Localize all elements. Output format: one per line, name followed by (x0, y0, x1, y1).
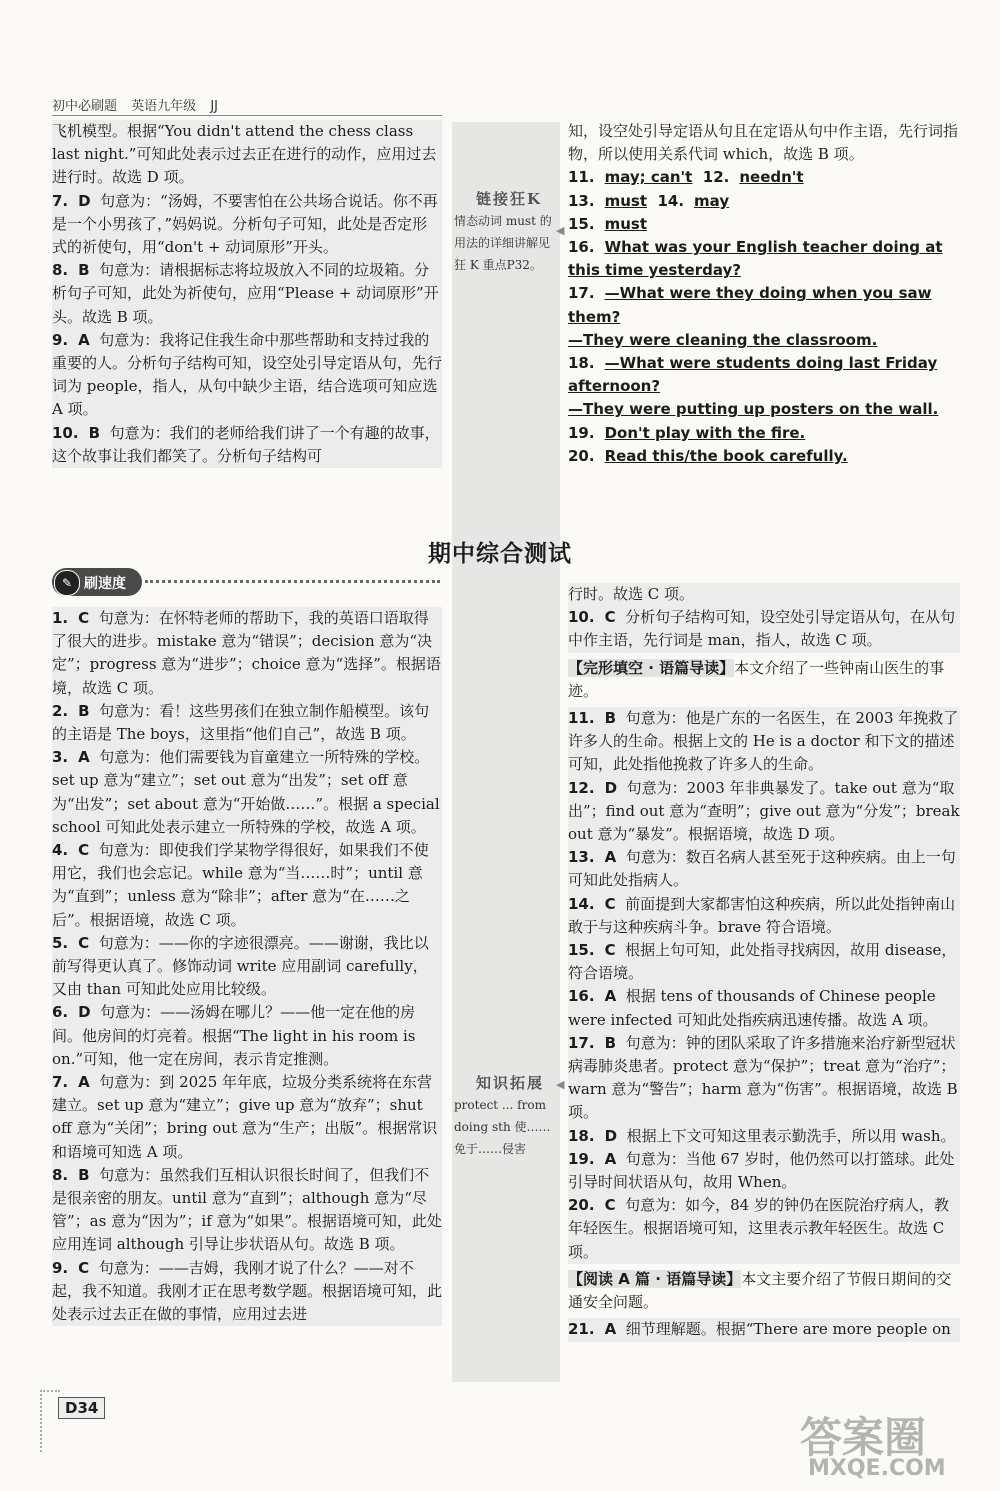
answer-item: 11. B 句意为：他是广东的一名医生，在 2003 年挽救了许多人的生命。根据上文的 He is a doctor 和下文的描述可知，此处指他挽救了许多人的生命。 (568, 707, 960, 777)
right-bottom-column (568, 583, 960, 1342)
reading-tag: 【阅读 A 篇 · 语篇导读】 (568, 1269, 742, 1288)
answer-item: 2. B 句意为：看！这些男孩们在独立制作船模型。该句的主语是 The boys，这里指“他们自己”，故选 B 项。 (52, 700, 442, 746)
side-note-link (452, 188, 560, 276)
answer-item: 9. C 句意为：——吉姆，我刚才说了什么？——对不起，我不知道。我刚才正在思考数学题。根据语境可知，此处表示过去正在做的事情，应用过去进 (52, 1257, 442, 1327)
answer-item: 6. D 句意为：——汤姆在哪儿？——他一定在他的房间。他房间的灯亮着。根据“The light in his room is on.”可知，他一定在房间，表示肯定推测。 (52, 1001, 442, 1071)
answer-continuation: 知，设空处引导定语从句且在定语从句中作主语，先行词指物，所以使用关系代词 which，故选 B 项。 (568, 122, 959, 164)
badge-label: 刷速度 (84, 576, 126, 592)
answer-item: 16. A 根据 tens of thousands of Chinese people were infected 可知此处指疾病迅速传播。故选 A 项。 (568, 985, 960, 1031)
speed-badge (52, 568, 142, 596)
answer-item: 8. B 句意为：请根据标志将垃圾放入不同的垃圾箱。分析句子可知，此处为祈使句，应用“Please + 动词原形”开头。故选 B 项。 (52, 259, 442, 329)
answer-item: 5. C 句意为：——你的字迹很漂亮。——谢谢，我比以前写得更认真了。修饰动词 write 应用副词 carefully，又由 than 可知此处应用比较级。 (52, 932, 442, 1002)
answer-item: —They were cleaning the classroom. (568, 330, 878, 349)
page-corner-decoration (40, 1390, 60, 1452)
answer-item: 8. B 句意为：虽然我们互相认识很长时间了，但我们不是很亲密的朋友。until 意为“直到”；although 意为“尽管”；as 意为“因为”；if 意为“如果”。根据语境可知，此处应用连词 although 引导让步状语从句。故选 B 项。 (52, 1164, 442, 1257)
answer-item: 20. C 句意为：如今，84 岁的钟仍在医院治疗病人，教年轻医生。根据语境可知，这里表示教年轻医生。故选 C 项。 (568, 1194, 960, 1264)
side-note-knowledge (452, 1072, 560, 1160)
page-number: D34 (58, 1397, 105, 1419)
section-title: 期中综合测试 (428, 541, 572, 567)
answer-item: 10. B 句意为：我们的老师给我们讲了一个有趣的故事，这个故事让我们都笑了。分析句子结构可 (52, 422, 442, 468)
answer-item: 18. D 根据上下文可知这里表示勤洗手，所以用 wash。 (568, 1125, 960, 1148)
cloze-tag: 【完形填空 · 语篇导读】 (568, 658, 735, 677)
answer-item: 11. may; can't 12. needn't (568, 168, 804, 187)
header-rule (52, 115, 442, 116)
answer-item: 3. A 句意为：他们需要钱为盲童建立一所特殊的学校。set up 意为“建立”；set out 意为“出发”；set off 意为“出发”；set about 意为“开始做……”。根据 a special school 可知此处表示建立一所特殊的学校，故选 A 项。 (52, 746, 442, 839)
answer-item: 14. C 前面提到大家都害怕这种疾病，所以此处指钟南山敢于与这种疾病斗争。brave 符合语境。 (568, 893, 960, 939)
answer-item: 17. B 句意为：钟的团队采取了许多措施来治疗新型冠状病毒肺炎患者。protect 意为“保护”；treat 意为“治疗”；warn 意为“警告”；harm 意为“伤害”。根据语境，故选 B 项。 (568, 1032, 960, 1125)
answer-item: 7. A 句意为：到 2025 年年底，垃圾分类系统将在东营建立。set up 意为“建立”；give up 意为“放弃”；shut off 意为“关闭”；bring out 意为“生产；出版”。根据常识和语境可知选 A 项。 (52, 1071, 442, 1164)
answer-item: 15. C 根据上句可知，此处指寻找病因，故用 disease，符合语境。 (568, 939, 960, 985)
watermark-url: MXQE.COM (808, 1456, 946, 1481)
side-note-knowledge-title: 知识拓展 (476, 1074, 545, 1092)
header-book: 初中必刷题 (52, 99, 118, 114)
side-note-link-title: 链接狂K (476, 190, 543, 208)
reading-guide: 【阅读 A 篇 · 语篇导读】本文主要介绍了节假日期间的交通安全问题。 (568, 1269, 952, 1312)
right-top-column (568, 120, 960, 468)
sidebar-note-column (452, 122, 560, 1382)
cloze-guide: 【完形填空 · 语篇导读】本文介绍了一些钟南山医生的事迹。 (568, 658, 945, 700)
arrow-icon: ◀ (556, 224, 565, 237)
header-subject: 英语九年级 (131, 99, 197, 114)
side-note-knowledge-text: protect ... from doing sth 使……免于……侵害 (454, 1098, 551, 1156)
answer-item: 19. Don't play with the fire. (568, 423, 806, 442)
answer-item: 13. must 14. may (568, 191, 730, 210)
left-top-column (52, 120, 442, 468)
answer-item: 7. D 句意为：“汤姆，不要害怕在公共场合说话。你不再是一个小男孩了，”妈妈说。分析句子可知，此处是否定形式的祈使句，用“don't + 动词原形”开头。 (52, 190, 442, 260)
answer-item: 1. C 句意为：在怀特老师的帮助下，我的英语口语取得了很大的进步。mistake 意为“错误”；decision 意为“决定”；progress 意为“进步”；choice 意为“选择”。根据语境，故选 C 项。 (52, 607, 442, 700)
side-note-link-text: 情态动词 must 的用法的详细讲解见狂 K 重点P32。 (454, 214, 552, 272)
answer-item: 9. A 句意为：我将记住我生命中那些帮助和支持过我的重要的人。分析句子结构可知，设空处引导定语从句，先行词为 people，指人，从句中缺少主语，结合选项可知应选 A 项。 (52, 329, 442, 422)
answer-item: 15. must (568, 214, 647, 233)
answer-continuation: 飞机模型。根据“You didn't attend the chess class last night.”可知此处表示过去正在进行的动作，应用过去进行时。故选 D 项。 (52, 120, 442, 190)
answer-item: 12. D 句意为：2003 年非典暴发了。take out 意为“取出”；find out 意为“查明”；give out 意为“分发”；break out 意为“暴发”。根据语境，故选 D 项。 (568, 777, 960, 847)
answer-item: 16. What was your English teacher doing at this time yesterday? (568, 238, 943, 280)
header-edition: JJ (210, 99, 218, 114)
answer-item: 10. C 分析句子结构可知，设空处引导定语从句，在从句中作主语，先行词是 man，指人，故选 C 项。 (568, 606, 960, 652)
dotted-divider (145, 580, 440, 583)
book-icon: ✎ (54, 570, 80, 596)
answer-item: 4. C 句意为：即使我们学某物学得很好，如果我们不使用它，我们也会忘记。while 意为“当……时”；until 意为“直到”；unless 意为“除非”；after 意为“在……之后”。根据语境，故选 C 项。 (52, 839, 442, 932)
answer-item: —They were putting up posters on the wall. (568, 400, 939, 419)
watermark-logo: 答案圈 (800, 1413, 927, 1462)
answer-item: 19. A 句意为：当他 67 岁时，他仍然可以打篮球。此处引导时间状语从句，故用 When。 (568, 1148, 960, 1194)
answer-item: 17. —What were they doing when you saw them? (568, 284, 932, 326)
answer-item: 20. Read this/the book carefully. (568, 446, 848, 465)
answer-continuation: 行时。故选 C 项。 (568, 583, 960, 606)
answer-item: 18. —What were students doing last Friday afternoon? (568, 354, 938, 396)
arrow-icon: ◀ (556, 1078, 565, 1091)
answer-item: 21. A 细节理解题。根据“There are more people on (568, 1318, 960, 1341)
running-header (52, 95, 228, 114)
answer-item: 13. A 句意为：数百名病人甚至死于这种疾病。由上一句可知此处指病人。 (568, 846, 960, 892)
left-bottom-column (52, 607, 442, 1326)
